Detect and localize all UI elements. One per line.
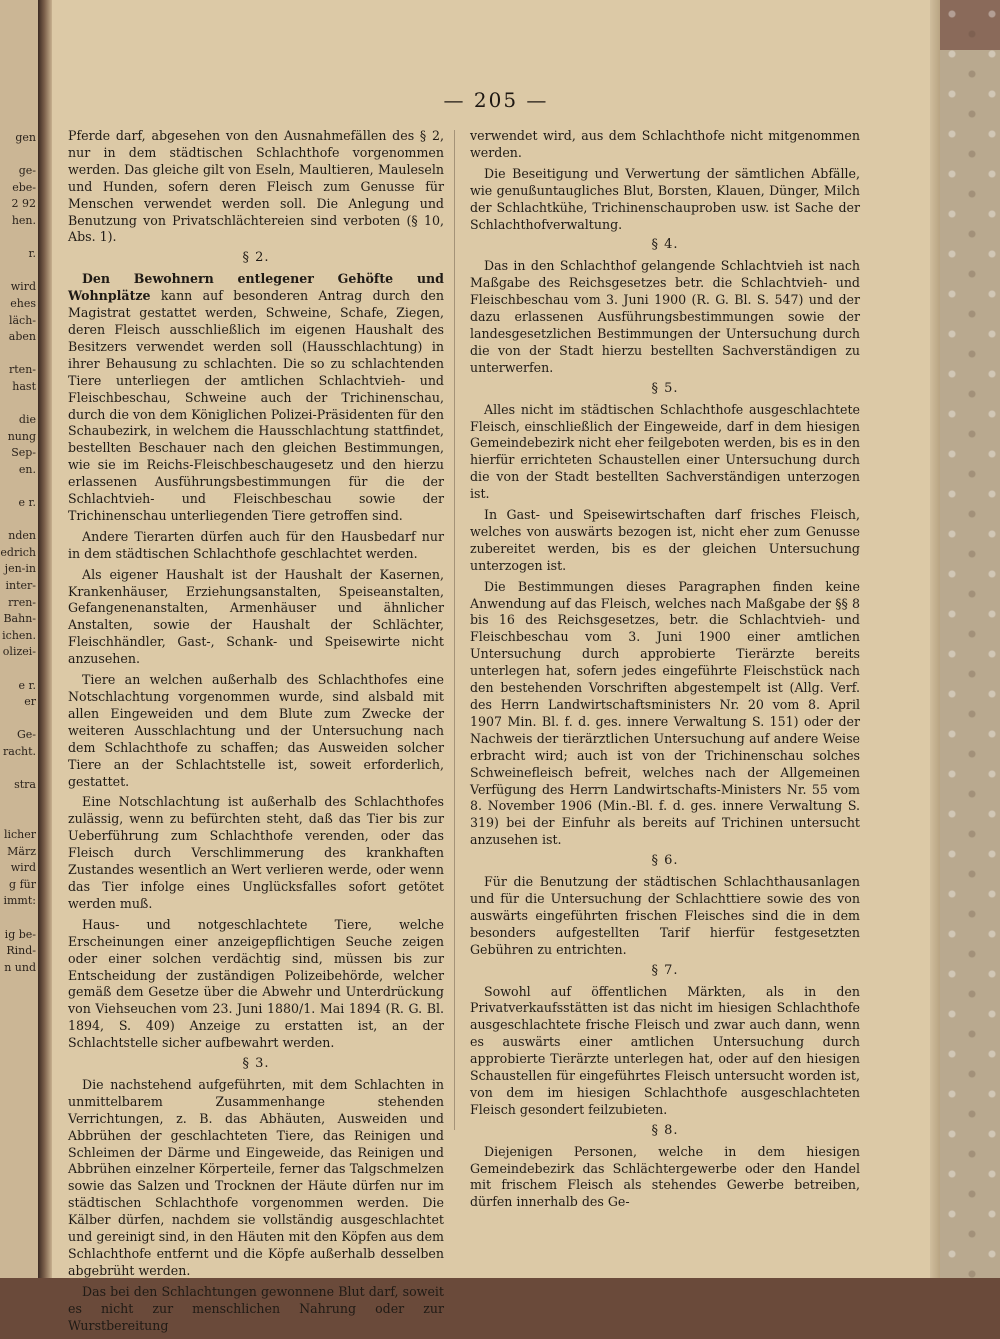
fragment-line: Ge- [16, 728, 36, 742]
fragment-line [0, 147, 36, 164]
fragment-line: olizei- [2, 645, 36, 659]
book-gutter [38, 0, 52, 1278]
paragraph: verwendet wird, aus dem Schlachthofe nicht mitgenommen werden. [470, 128, 860, 160]
fragment-line: edrich [0, 545, 36, 559]
fragment-line: wird [10, 280, 36, 294]
fragment-line: licher [3, 827, 36, 841]
paragraph: Sowohl auf öffentlichen Märkten, als in den Privatverkaufsstätten ist das nicht im hiesigen Schlachthofe ausgeschlachtete frische Fleisch und zwar auch dann, wenn es auswärts einer amtlichen Untersuchung durch approbierte Tierärzte unterlegen hat, oder auf den hiesigen Schaustellen für eingeführtes Fleisch untersucht worden ist, von dem im hiesigen Schlachthofe ausgeschlachteten Fleisch gesondert feilzubieten. [470, 983, 860, 1117]
paragraph: Für die Benutzung der städtischen Schlachthausanlagen und für die Untersuchung der Schlachttiere sowie des von auswärts eingeführten frischen Fleisches sind die in dem besonders aufgestellten Tarif hierfür festgesetzten Gebühren zu entrichten. [470, 874, 860, 957]
paragraph: Eine Notschlachtung ist außerhalb des Schlachthofes zulässig, wenn zu befürchten steht, daß das Tier bis zur Ueberführung zum Schlachthofe verenden, oder das Fleisch durch Verschlimmerung des krankhaften Zustandes wesentlich an Wert verlieren werde, oder wenn das Tier infolge eines Unglücksfalles sofort getötet werden muß. [68, 794, 444, 911]
fragment-line: ge- [18, 164, 36, 178]
paragraph-text: kann auf besonderen Antrag durch den Magistrat gestattet werden, Schweine, Schafe, Ziegen, deren Fleisch ausschließlich im eigenen Haushalt des Besitzers verwendet werden soll (Hausschlachtung) in ihrer Behausung zu schlachten. Die so zu schlachtenden Tiere unterliegen der amtlichen Schlachtvieh- und Fleischbeschau, Schweine auch der Trichinenschau, durch die von dem Königlichen Polizei-Präsidenten für den Schaubezirk, in welchem die Hausschlachtung stattfindet, bestellten Beschauer nach den gleichen Bestimmungen, wie sie im Reichs-Fleischbeschaugesetz und den hierzu erlassenen Ausführungsbestimmungen für die der Schlachtvieh- und Fleischbeschau sowie der Trichinenschau unterliegenden Tiere getroffen sind. [68, 288, 444, 523]
fragment-line: e r. [18, 678, 36, 692]
page-edge [930, 0, 940, 1278]
left-column [68, 128, 444, 1339]
paragraph: Das bei den Schlachtungen gewonnene Blut darf, soweit es nicht zur menschlichen Nahrung oder zur Wurstbereitung [68, 1283, 444, 1333]
bold-phrase: Den Bewohnern entlegener Gehöfte und Wohnplätze [68, 271, 444, 304]
paragraph: In Gast- und Speisewirtschaften darf frisches Fleisch, welches von auswärts bezogen ist, nicht eher zum Genusse zubereitet werden, bis es der gleichen Untersuchung unterzogen ist. [470, 507, 860, 573]
fragment-line: 2 92 [11, 197, 36, 211]
fragment-line [0, 263, 36, 280]
fragment-line: ig be- [4, 927, 36, 941]
cover-pattern [940, 0, 1000, 1278]
fragment-line: die [18, 413, 36, 427]
fragment-line: ehes [10, 296, 36, 310]
paragraph: Alles nicht im städtischen Schlachthofe ausgeschlachtete Fleisch, einschließlich der Eingeweide, darf in dem hiesigen Gemeindebezirk nicht eher feilgeboten werden, bis es in den hierfür errichteten Schaustellen einer Untersuchung durch die von der Stadt bestellten Sachverständigen unterzogen ist. [470, 401, 860, 502]
fragment-line: stra [14, 778, 36, 792]
fragment-line: läch- [8, 313, 36, 327]
fragment-line: g für [9, 877, 36, 891]
paragraph: Pferde darf, abgesehen von den Ausnahmefällen des § 2, nur in dem städtischen Schlachthofe vorgenommen werden. Das gleiche gilt von Eseln, Maultieren, Mauleseln und Hunden, sofern deren Fleisch zum Genusse für Menschen verwendet werden soll. Die Anlegung und Benutzung von Privatschlächtereien sind verboten (§ 10, Abs. 1). [68, 128, 444, 245]
fragment-line: rten- [9, 363, 36, 377]
fragment-line: er [24, 695, 36, 709]
paragraph: Als eigener Haushalt ist der Haushalt der Kasernen, Krankenhäuser, Erziehungsanstalten, Speiseanstalten, Gefangenenanstalten, Armenhäuser und ähnlicher Anstalten, sowie der Haushalt der Schlächter, Fleischhändler, Gast-, Schank- und Speisewirte nicht anzusehen. [68, 566, 444, 667]
section-heading: § 4. [651, 237, 679, 253]
paragraph: Die nachstehend aufgeführten, mit dem Schlachten in unmittelbarem Zusammenhange stehenden Verrichtungen, z. B. das Abhäuten, Ausweiden und Abbrühen der geschlachteten Tiere, das Reinigen und Schleimen der Därme und Eingeweide, das Reinigen und Abbrühen einzelner Körperteile, ferner das Talgschmelzen sowie das Salzen und Trocknen der Häute dürfen nur im städtischen Schlachthofe vorgenommen werden. Die Kälber dürfen, nachdem sie vollständig ausgeschlachtet und gereinigt sind, in den Häuten mit den Köpfen aus dem Schlachthofe entfernt und die Köpfe außerhalb desselben abgebrüht werden. [68, 1076, 444, 1278]
section-heading: § 8. [651, 1122, 679, 1138]
fragment-line: en. [18, 462, 36, 476]
paragraph: Haus- und notgeschlachtete Tiere, welche Erscheinungen einer anzeigepflichtigen Seuche zeigen oder einer solchen verdächtig sind, müssen bis zur Entscheidung der zuständigen Polizeibehörde, welcher gemäß dem Gesetze über die Abwehr und Unterdrückung von Viehseuchen vom 23. Juni 1880/1. Mai 1894 (R. G. Bl. 1894, S. 409) Anzeige zu erstatten ist, an der Schlachtstelle sicher aufbewahrt werden. [68, 916, 444, 1051]
paragraph: Diejenigen Personen, welche in dem hiesigen Gemeindebezirk das Schlächtergewerbe oder den Handel mit frischem Fleisch als stehendes Gewerbe betreiben, dürfen innerhalb des Ge- [470, 1143, 860, 1210]
fragment-line: aben [8, 330, 36, 344]
fragment-line [0, 910, 36, 927]
paragraph: Die Bestimmungen dieses Paragraphen finden keine Anwendung auf das Fleisch, welches nach Maßgabe der §§ 8 bis 16 des Reichsgesetzes, betr. die Schlachtvieh- und Fleischbeschau vom 3. Juni 1900 einer amtlichen Untersuchung durch approbierte Tierärzte bereits unterlegen hat, sofern jedes eingeführte Fleischstück nach den bestehenden Vorschriften abgestempelt ist (Allg. Verf. des Herrn Landwirtschaftsministers Nr. 20 vom 8. April 1907 Min. Bl. f. d. ges. innere Verwaltung S. 151) oder der Nachweis der tierärztlichen Untersuchung auf andere Weise erbracht wird; auch ist von der Trichinenschau solches Schweinefleisch befreit, welches nach der Allgemeinen Verfügung des Herrn Landwirtschafts-Ministers Nr. 55 vom 8. November 1906 (Min.-Bl. f. d. ges. innere Verwaltung S. 319) bei der Einfuhr als bereits auf Trichinen untersucht anzusehen ist. [470, 578, 860, 848]
book-cover-edge [940, 0, 1000, 1278]
fragment-line [0, 396, 36, 413]
fragment-line: hen. [11, 213, 36, 227]
fragment-line [0, 661, 36, 678]
paragraph: Das in den Schlachthof gelangende Schlachtvieh ist nach Maßgabe des Reichsgesetzes betr. die Schlachtvieh- und Fleischbeschau vom 3. Juni 1900 (R. G. Bl. S. 547) und der dazu erlassenen Ausführungsbestimmungen sowie der landesgesetzlichen Bestimmungen der Untersuchung durch die von der Stadt hierzu bestellten Sachverständigen zu unterwerfen. [470, 258, 860, 375]
paragraph: Die Beseitigung und Verwertung der sämtlichen Abfälle, wie genußuntaugliches Blut, Borsten, Klauen, Dünger, Milch der Schlachtkühe, Trichinenschauproben usw. ist Sache der Schlachthofverwaltung. [470, 165, 860, 232]
fragment-line [0, 794, 36, 811]
fragment-line [0, 346, 36, 363]
fragment-line: racht. [3, 744, 36, 758]
fragment-line: nung [7, 429, 36, 443]
section-heading: § 6. [651, 853, 679, 869]
fragment-line: hast [12, 379, 36, 393]
section-heading: § 5. [651, 380, 679, 396]
paragraph: Andere Tierarten dürfen auch für den Hausbedarf nur in dem städtischen Schlachthofe geschlachtet werden. [68, 528, 444, 561]
section-heading: § 2. [242, 250, 270, 266]
fragment-line: März [7, 844, 36, 858]
fragment-line [0, 512, 36, 529]
fragment-line: n und [4, 960, 36, 974]
fragment-line: rren- [8, 595, 36, 609]
fragment-line: jen-in [4, 562, 36, 576]
fragment-line [0, 230, 36, 247]
paragraph: Tiere an welchen außerhalb des Schlachthofes eine Notschlachtung vorgenommen wurde, sind alsbald mit allen Eingeweiden und dem Blute zum Zwecke der weiteren Ausschlachtung und der Untersuchung nach dem Schlachthofe zu schaffen; das Ausweiden solcher Tiere an der Schlachtstelle ist, soweit erforderlich, gestattet. [68, 672, 444, 789]
page-number: — 205 — [443, 88, 549, 112]
document-page [52, 0, 940, 1333]
section-heading: § 7. [651, 962, 679, 978]
column-divider [454, 130, 455, 1130]
right-column [470, 128, 860, 1215]
fragment-line [0, 810, 36, 827]
previous-page-fragments [0, 130, 38, 976]
fragment-line [0, 711, 36, 728]
fragment-line: r. [28, 247, 36, 261]
fragment-line [0, 478, 36, 495]
fragment-line: Sep- [11, 446, 36, 460]
fragment-line: inter- [5, 579, 36, 593]
previous-page-edge [0, 0, 38, 1278]
fragment-line: gen [15, 131, 36, 144]
fragment-line: ichen. [2, 628, 36, 642]
fragment-line [0, 761, 36, 778]
paragraph [68, 271, 444, 525]
fragment-line: immt: [3, 894, 36, 908]
fragment-line: wird [10, 861, 36, 875]
fragment-line: nden [8, 529, 36, 543]
fragment-line: ebe- [12, 180, 36, 194]
fragment-line: Rind- [6, 944, 36, 958]
section-heading: § 3. [242, 1056, 270, 1072]
fragment-line: e r. [18, 496, 36, 510]
fragment-line: Bahn- [3, 612, 36, 626]
